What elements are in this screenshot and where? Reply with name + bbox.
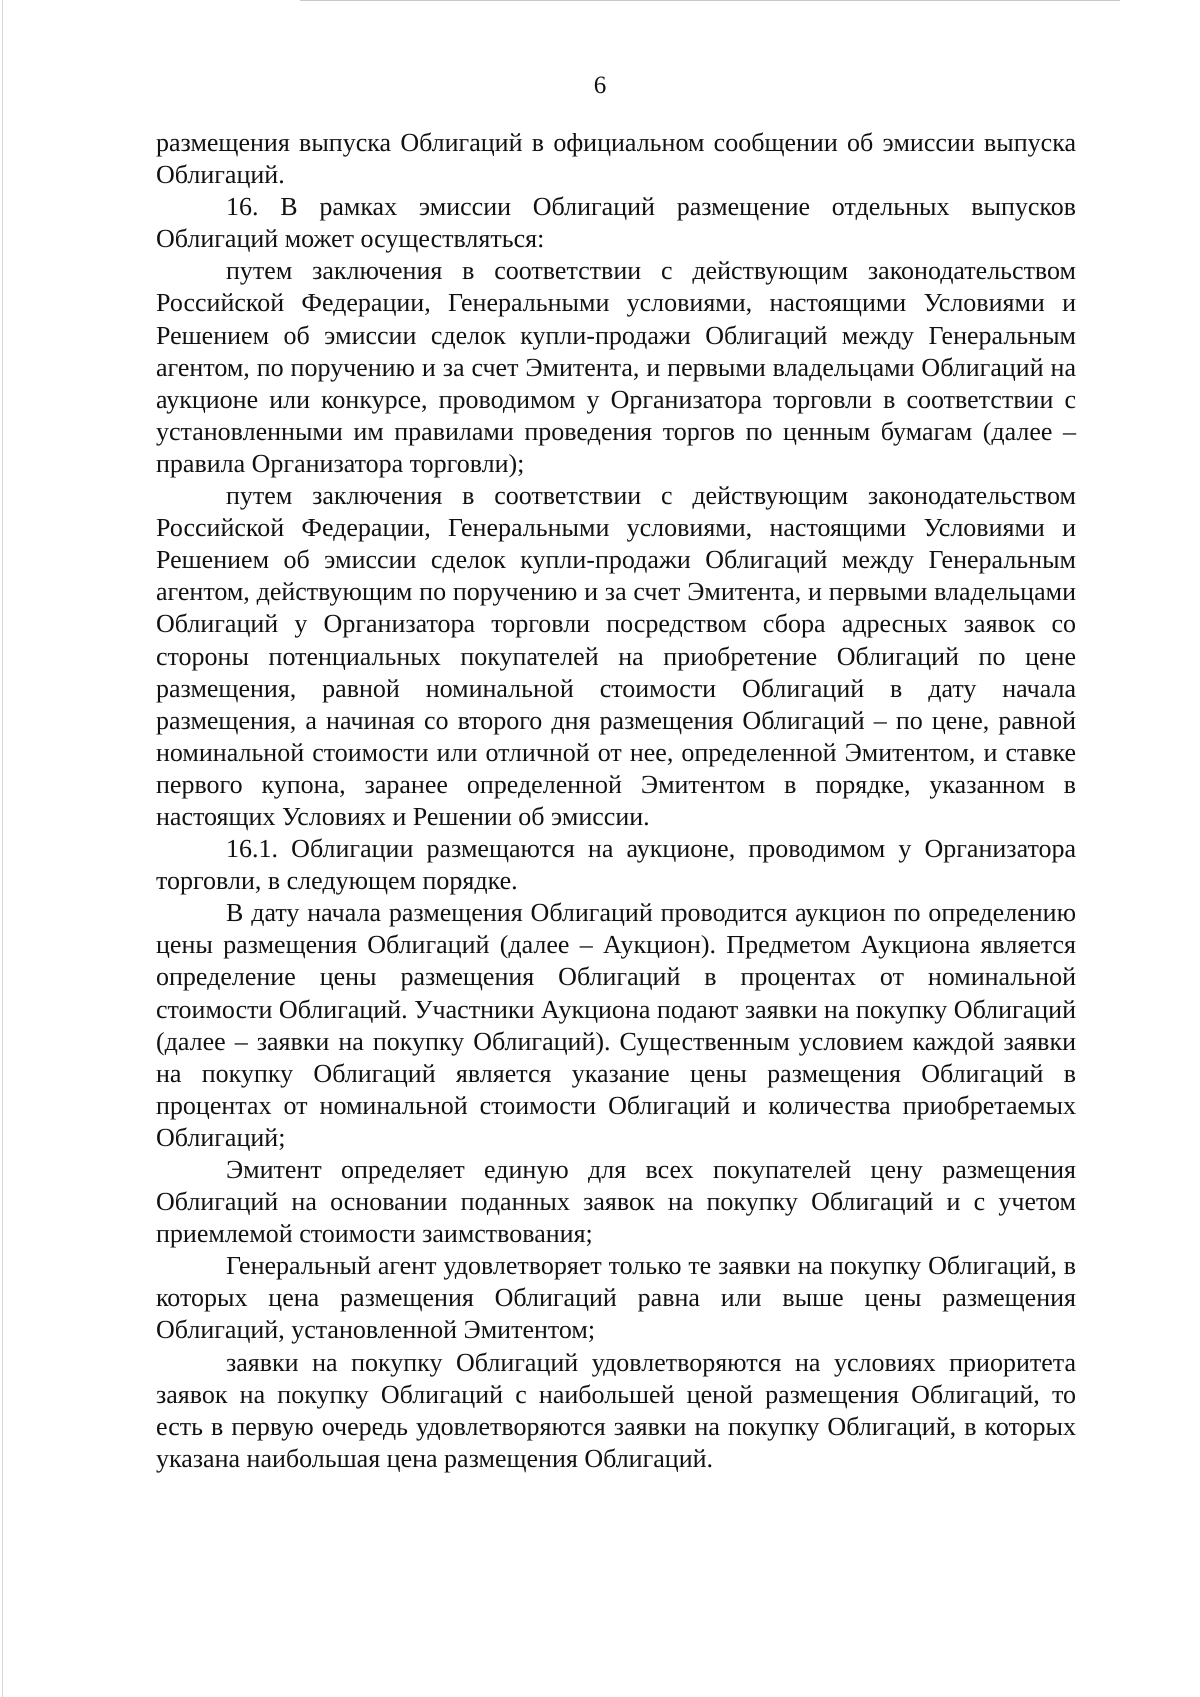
paragraph-continuation: размещения выпуска Облигаций в официальном сообщении об эмиссии выпуска Облигаций.: [156, 128, 1076, 190]
paragraph-issuer-price: Эмитент определяет единую для всех покупателей цену размещения Облигаций на основании поданных заявок на покупку Облигаций и с учетом приемлемой стоимости заимствования;: [156, 1155, 1076, 1249]
scan-edge-left: [2, 0, 3, 1697]
document-body: [156, 127, 1076, 1475]
paragraph-auction-start: В дату начала размещения Облигаций проводится аукцион по определению цены размещения Облигаций (далее – Аукцион). Предметом Аукциона является определение цены размещения Облигаций в процентах от номинальной стоимости Облигаций. Участники Аукциона подают заявки на покупку Облигаций (далее – заявки на покупку Облигаций). Существенным условием каждой заявки на покупку Облигаций является указание цены размещения Облигаций в процентах от номинальной стоимости Облигаций и количества приобретаемых Облигаций;: [156, 898, 1076, 1152]
paragraph-section-16-1: 16.1. Облигации размещаются на аукционе, проводимом у Организатора торговли, в следующем порядке.: [156, 834, 1076, 896]
paragraph-section-16: 16. В рамках эмиссии Облигаций размещение отдельных выпусков Облигаций может осуществляться:: [156, 192, 1076, 254]
paragraph-agent-satisfies: Генеральный агент удовлетворяет только те заявки на покупку Облигаций, в которых цена размещения Облигаций равна или выше цены размещения Облигаций, установленной Эмитентом;: [156, 1251, 1076, 1345]
page-number: 6: [593, 72, 607, 99]
paragraph-priority: заявки на покупку Облигаций удовлетворяются на условиях приоритета заявок на покупку Облигаций с наибольшей ценой размещения Облигаций, то есть в первую очередь удовлетворяются заявки на покупку Облигаций, в которых указана наибольшая цена размещения Облигаций.: [156, 1347, 1076, 1473]
paragraph-placement-auction: путем заключения в соответствии с действующим законодательством Российской Федерации, Генеральными условиями, настоящими Условиями и Решением об эмиссии сделок купли-продажи Облигаций между Генеральным агентом, по поручению и за счет Эмитента, и первыми владельцами Облигаций на аукционе или конкурсе, проводимом у Организатора торговли в соответствии с установленными им правилами проведения торгов по ценным бумагам (далее – правила Организатора торговли);: [156, 256, 1076, 478]
paragraph-placement-book-building: путем заключения в соответствии с действующим законодательством Российской Федерации, Генеральными условиями, настоящими Условиями и Решением об эмиссии сделок купли-продажи Облигаций между Генеральным агентом, действующим по поручению и за счет Эмитента, и первыми владельцами Облигаций у Организатора торговли посредством сбора адресных заявок со стороны потенциальных покупателей на приобретение Облигаций по цене размещения, равной номинальной стоимости Облигаций в дату начала размещения, а начиная со второго дня размещения Облигаций – по цене, равной номинальной стоимости или отличной от нее, определенной Эмитентом, и ставке первого купона, заранее определенной Эмитентом в порядке, указанном в настоящих Условиях и Решении об эмиссии.: [156, 481, 1076, 831]
scan-edge-top: [300, 0, 1120, 1]
